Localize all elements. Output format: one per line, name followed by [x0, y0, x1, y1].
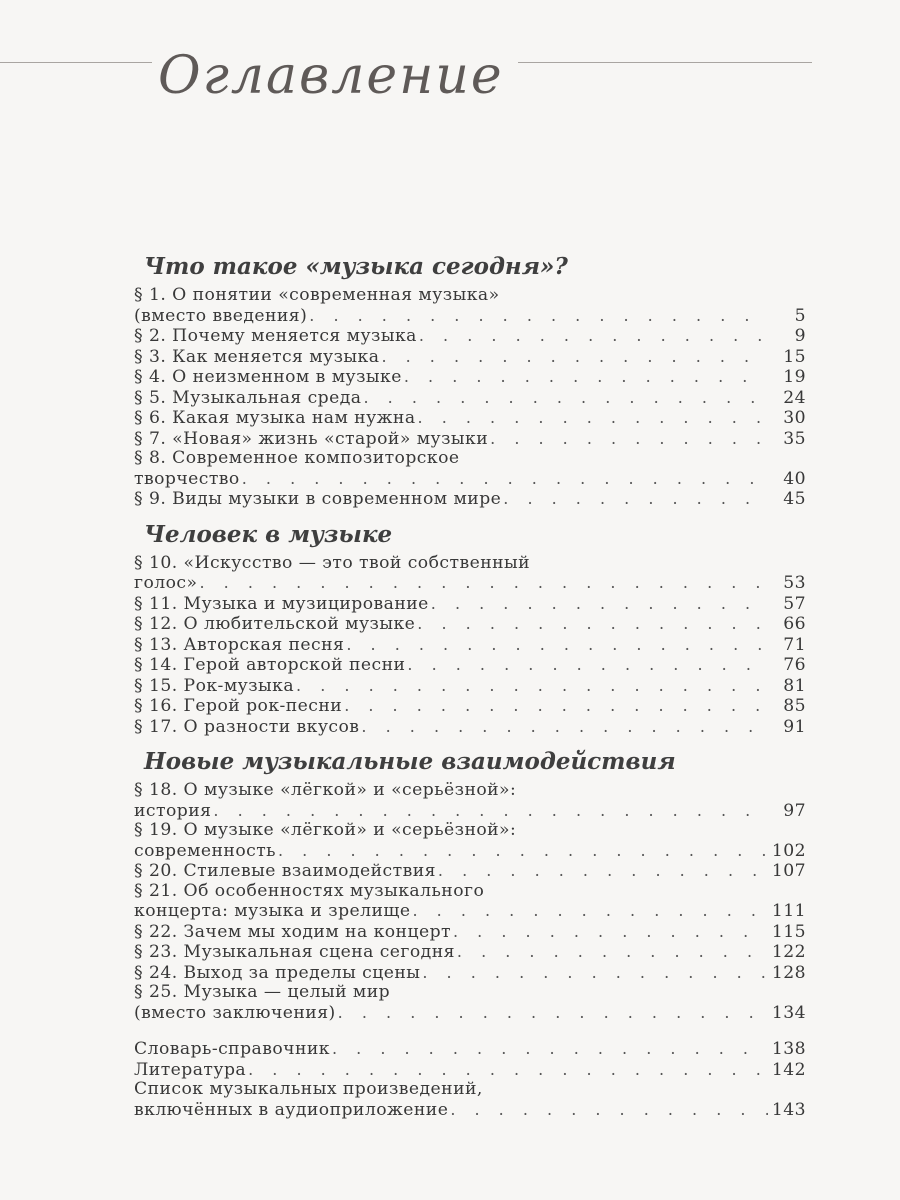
- entry-title-line: § 20. Стилевые взаимодействия: [134, 861, 436, 881]
- page-number: 97: [783, 800, 806, 821]
- entry-row: [134, 717, 806, 738]
- entry-title-line: § 25. Музыка — целый мир: [134, 982, 391, 1002]
- toc-section: [134, 745, 806, 1023]
- entry-title-line: § 16. Герой рок-песни: [134, 696, 343, 716]
- entry-row: [134, 489, 806, 510]
- dot-leader: [422, 963, 767, 983]
- entry-title-line: творчество: [134, 468, 240, 489]
- dot-leader: [344, 696, 768, 716]
- toc-entry[interactable]: [134, 326, 806, 347]
- toc-entry[interactable]: [134, 717, 806, 738]
- toc-section: [134, 250, 806, 510]
- dot-leader: [242, 469, 768, 489]
- entry-title-line: § 15. Рок-музыка: [134, 675, 295, 696]
- page-number: 111: [771, 901, 806, 921]
- entry-title-line: Список музыкальных произведений,: [134, 1079, 483, 1099]
- page-number: 134: [771, 1002, 806, 1023]
- page-number: 102: [771, 840, 806, 861]
- toc-entry[interactable]: [134, 388, 806, 409]
- toc-entry[interactable]: [134, 554, 806, 594]
- section-title: Новые музыкальные взаимодействия: [144, 748, 676, 775]
- dot-leader: [457, 942, 768, 962]
- dot-leader: [364, 388, 769, 408]
- page-number: 143: [771, 1099, 806, 1120]
- entry-row: [134, 676, 806, 697]
- toc-entry[interactable]: [134, 696, 806, 717]
- entry-title-line: история: [134, 800, 212, 821]
- page-number: 19: [783, 367, 806, 387]
- entry-title-line: § 3. Как меняется музыка: [134, 346, 380, 367]
- toc-entry[interactable]: [134, 1060, 806, 1081]
- entry-row: [134, 922, 806, 943]
- entry-row: [134, 841, 806, 862]
- page-number: 24: [783, 387, 806, 408]
- dot-leader: [412, 901, 767, 921]
- entry-row: [134, 408, 806, 429]
- toc-entry[interactable]: [134, 594, 806, 615]
- dot-leader: [490, 429, 768, 449]
- entry-title-line: § 24. Выход за пределы сцены: [134, 962, 421, 983]
- toc-entry[interactable]: [134, 963, 806, 984]
- entry-title-line: (вместо заключения): [134, 1002, 336, 1023]
- page-number: 30: [783, 408, 806, 428]
- entry-title-line: современность: [134, 840, 276, 861]
- page-number: 57: [783, 593, 806, 614]
- entry-title-line: § 6. Какая музыка нам нужна: [134, 408, 416, 428]
- entry-title-line: Словарь-справочник: [134, 1039, 330, 1059]
- page-number: 45: [783, 489, 806, 509]
- dot-leader: [418, 408, 768, 428]
- page-number: 5: [794, 305, 806, 326]
- entry-title-line: § 10. «Искусство — это твой собственный: [134, 552, 531, 573]
- entry-title-line: голос»: [134, 573, 198, 593]
- entry-title-line: § 17. О разности вкусов: [134, 716, 360, 737]
- entry-row: [134, 347, 806, 368]
- dot-leader: [199, 573, 768, 593]
- toc-entry[interactable]: [134, 429, 806, 450]
- toc-entry[interactable]: [134, 676, 806, 697]
- entry-row: [134, 942, 806, 963]
- toc-entry[interactable]: [134, 983, 806, 1023]
- page-number: 15: [783, 346, 806, 367]
- dot-leader: [248, 1060, 768, 1080]
- page-number: 115: [771, 921, 806, 942]
- dot-leader: [381, 347, 768, 367]
- entry-row: [134, 573, 806, 594]
- dot-leader: [332, 1039, 768, 1059]
- entry-title-line: § 14. Герой авторской песни: [134, 655, 406, 675]
- toc-entry[interactable]: [134, 882, 806, 922]
- entry-row: [134, 1100, 806, 1121]
- entry-row: [134, 963, 806, 984]
- page-number: 91: [783, 716, 806, 737]
- page-number: 35: [783, 428, 806, 449]
- dot-leader: [453, 922, 768, 942]
- dot-leader: [438, 861, 768, 881]
- toc-entry[interactable]: [134, 614, 806, 635]
- dot-leader: [309, 306, 768, 326]
- entry-row: [134, 696, 806, 717]
- page-number: 138: [771, 1039, 806, 1059]
- page-number: 128: [771, 962, 806, 983]
- entry-title-line: § 9. Виды музыки в современном мире: [134, 489, 502, 509]
- dot-leader: [450, 1100, 768, 1120]
- toc-entry[interactable]: [134, 408, 806, 429]
- entry-title-line: концерта: музыка и зрелище: [134, 901, 411, 921]
- entry-row: [134, 635, 806, 656]
- section-title: Что такое «музыка сегодня»?: [144, 253, 568, 280]
- entry-title-line: § 1. О понятии «современная музыка»: [134, 285, 500, 305]
- dot-leader: [431, 594, 768, 614]
- toc-entry[interactable]: [134, 861, 806, 882]
- entry-row: [134, 469, 806, 490]
- entry-row: [134, 1003, 806, 1024]
- toc-entry[interactable]: [134, 449, 806, 489]
- entry-title-line: § 22. Зачем мы ходим на концерт: [134, 921, 451, 942]
- dot-leader: [407, 655, 768, 675]
- entry-row: [134, 614, 806, 635]
- section-title: Человек в музыке: [144, 520, 393, 548]
- entry-row: [134, 801, 806, 822]
- entry-title-line: § 5. Музыкальная среда: [134, 387, 362, 408]
- page-number: 9: [794, 326, 806, 346]
- toc-entry[interactable]: [134, 489, 806, 510]
- entry-row: [134, 594, 806, 615]
- toc-entry[interactable]: [134, 781, 806, 821]
- entry-title-line: § 7. «Новая» жизнь «старой» музыки: [134, 428, 489, 449]
- dot-leader: [296, 676, 768, 696]
- entry-title-line: § 11. Музыка и музицирование: [134, 593, 429, 614]
- dot-leader: [278, 841, 768, 861]
- entry-row: [134, 388, 806, 409]
- dot-leader: [338, 1003, 768, 1023]
- page-number: 142: [771, 1059, 806, 1080]
- page-number: 81: [783, 675, 806, 696]
- entry-row: [134, 1060, 806, 1081]
- page-number: 66: [783, 614, 806, 634]
- dot-leader: [417, 614, 768, 634]
- toc-entry[interactable]: [134, 1080, 806, 1120]
- dot-leader: [503, 489, 768, 509]
- dot-leader: [346, 635, 768, 655]
- entry-title-line: § 19. О музыке «лёгкой» и «серьёзной»:: [134, 820, 517, 840]
- entry-title-line: § 21. Об особенностях музыкального: [134, 880, 485, 901]
- page-title: Оглавление: [152, 48, 518, 105]
- entry-title-line: § 12. О любительской музыке: [134, 614, 416, 634]
- entry-title-line: § 8. Современное композиторское: [134, 448, 460, 468]
- toc-entry[interactable]: [134, 922, 806, 943]
- entry-title-line: § 4. О неизменном в музыке: [134, 367, 402, 387]
- page-number: 53: [783, 573, 806, 593]
- page-number: 107: [771, 861, 806, 881]
- entry-title-line: § 23. Музыкальная сцена сегодня: [134, 942, 455, 962]
- entry-row: [134, 326, 806, 347]
- entry-row: [134, 367, 806, 388]
- page-number: 40: [783, 468, 806, 489]
- toc-section: [134, 518, 806, 738]
- entry-row: [134, 655, 806, 676]
- page-number: 76: [783, 655, 806, 675]
- entry-row: [134, 901, 806, 922]
- entry-row: [134, 1039, 806, 1060]
- dot-leader: [361, 717, 768, 737]
- toc-entry[interactable]: [134, 1039, 806, 1060]
- toc-entry[interactable]: [134, 347, 806, 368]
- toc-entry[interactable]: [134, 635, 806, 656]
- entry-title-line: включённых в аудиоприложение: [134, 1099, 449, 1120]
- entry-title-line: Литература: [134, 1059, 247, 1080]
- toc-appendix: [134, 1039, 806, 1120]
- entry-title-line: § 18. О музыке «лёгкой» и «серьёзной»:: [134, 780, 517, 800]
- toc-entry[interactable]: [134, 821, 806, 861]
- entry-row: [134, 429, 806, 450]
- toc-entry[interactable]: [134, 367, 806, 388]
- page-number: 71: [783, 634, 806, 655]
- table-of-contents: [134, 250, 806, 1120]
- entry-row: [134, 861, 806, 882]
- entry-title-line: (вместо введения): [134, 305, 308, 326]
- entry-title-line: § 13. Авторская песня: [134, 634, 345, 655]
- dot-leader: [404, 367, 768, 387]
- entry-row: [134, 306, 806, 327]
- toc-entry[interactable]: [134, 942, 806, 963]
- toc-entry[interactable]: [134, 286, 806, 326]
- toc-entry[interactable]: [134, 655, 806, 676]
- page-number: 122: [771, 942, 806, 962]
- page-number: 85: [783, 696, 806, 716]
- dot-leader: [213, 801, 768, 821]
- entry-title-line: § 2. Почему меняется музыка: [134, 326, 417, 346]
- dot-leader: [419, 326, 768, 346]
